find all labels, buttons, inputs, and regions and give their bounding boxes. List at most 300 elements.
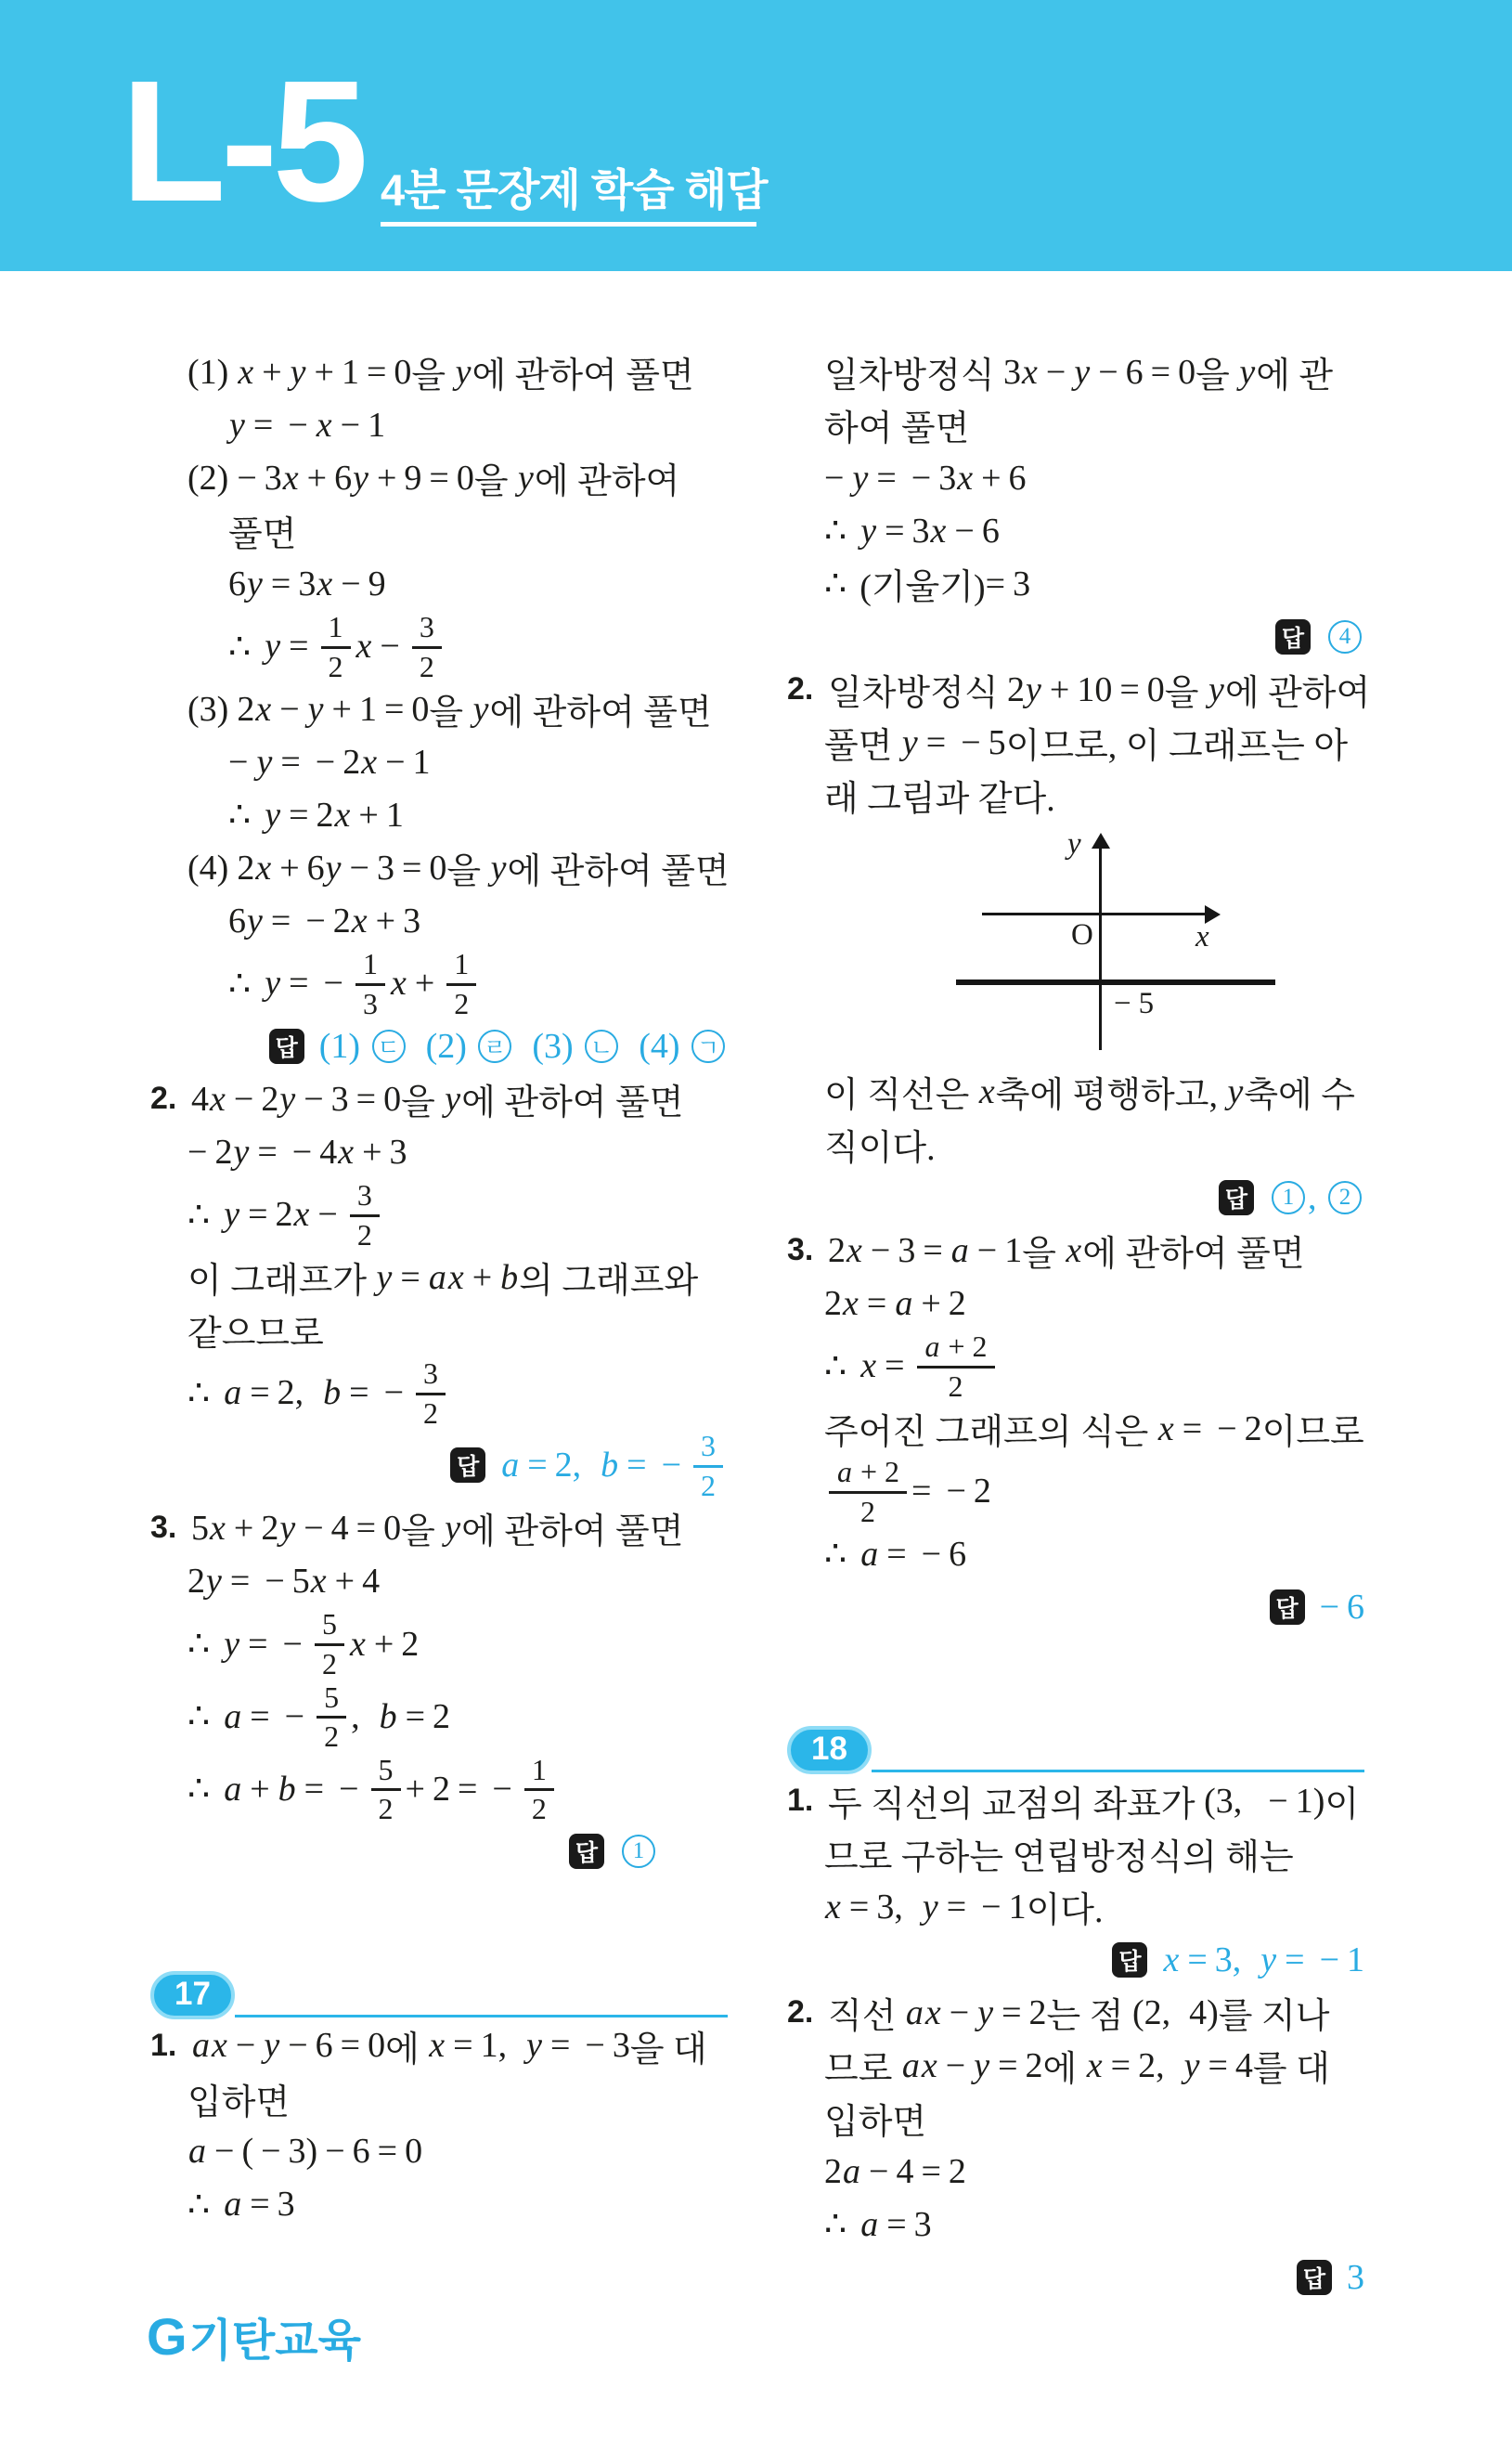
solution-line: [787, 1402, 1364, 1455]
page-title: 4분 문장제 학습 해답: [381, 165, 768, 214]
math-operator: =: [911, 1472, 932, 1511]
math-variable: x: [1163, 1940, 1180, 1979]
math-space: [1250, 1940, 1260, 1980]
fraction-denominator: [420, 649, 434, 683]
korean-text: 에 관: [1256, 357, 1334, 396]
section-rule: [872, 1770, 1364, 1772]
math-expression: [191, 2025, 385, 2066]
fraction-numerator: [416, 1356, 446, 1395]
math-space: [313, 1372, 322, 1413]
math-space: [516, 2025, 525, 2066]
math-operator: −: [341, 564, 361, 603]
math-expression: [859, 2204, 931, 2245]
fraction-denominator: [860, 1494, 875, 1528]
fraction: [917, 1330, 995, 1402]
math-expression: [1007, 669, 1165, 710]
math-operator: =: [248, 1624, 268, 1664]
solution-line: [150, 788, 728, 841]
solution-line: [787, 1986, 1364, 2039]
math-number: 2: [1144, 1992, 1162, 2032]
math-variable: y: [265, 627, 281, 667]
math-variable: y: [1239, 352, 1256, 392]
math-variable: y: [307, 689, 324, 729]
math-operator: =: [355, 1079, 377, 1119]
circled-number: 1: [1272, 1181, 1305, 1214]
math-variable: a: [188, 2132, 206, 2172]
korean-text: 을: [1164, 674, 1208, 713]
math-variable: a: [860, 1534, 879, 1574]
fraction-denominator: [379, 1791, 394, 1825]
answer-badge: 답: [1219, 1180, 1254, 1215]
korean-text: 래 그림과 같다.: [824, 780, 1055, 819]
math-number: 0: [429, 848, 447, 888]
korean-text: (2): [407, 1026, 476, 1066]
problem-number: 1.: [787, 1783, 814, 1819]
math-variable: a: [905, 1992, 924, 2032]
math-operator: =: [250, 2185, 270, 2225]
section-rule: [235, 2015, 728, 2017]
math-operator: −: [325, 2132, 345, 2172]
math-variable: x: [210, 1079, 226, 1119]
math-number: 4: [319, 1132, 338, 1172]
math-number: 3: [1013, 564, 1031, 603]
korean-text: 므로 구하는 연립방정식의 해는: [824, 1838, 1294, 1878]
fraction-denominator: [357, 1217, 372, 1252]
math-variable: x: [238, 352, 254, 392]
math-comma: ,: [351, 1696, 360, 1736]
section-badge: 18: [787, 1726, 872, 1774]
therefore-symbol: ∴: [228, 627, 252, 667]
fraction: [315, 1607, 344, 1680]
math-expression: [390, 963, 442, 1004]
math-variable: a: [843, 2151, 860, 2191]
math-operator: +: [414, 964, 435, 1004]
math-variable: y: [290, 352, 306, 392]
math-number: 1: [341, 352, 359, 392]
math-operator: =: [270, 564, 291, 603]
fraction: [524, 1753, 554, 1825]
math-number: 3: [938, 458, 957, 498]
math-expression: [1003, 352, 1195, 393]
math-operator: =: [401, 848, 422, 888]
math-number: 3: [701, 1429, 716, 1463]
math-number: 2: [423, 1395, 438, 1430]
math-expression: [1320, 1587, 1364, 1628]
math-variable: y: [490, 848, 507, 888]
math-operator: −: [492, 1769, 512, 1809]
math-expression: [824, 1887, 1027, 1927]
math-operator: =: [355, 1508, 377, 1548]
math-operator: −: [265, 1561, 285, 1601]
math-number: 6: [228, 564, 246, 603]
math-operator: −: [1268, 1781, 1288, 1821]
math-expression: [187, 1132, 407, 1173]
solution-line: [787, 1827, 1364, 1880]
math-variable: y: [279, 1079, 296, 1119]
math-number: 3: [298, 564, 317, 603]
fraction-numerator: [315, 1607, 344, 1646]
math-operator: =: [885, 1346, 905, 1386]
solution-line: [150, 451, 728, 504]
math-variable: x: [1157, 1408, 1174, 1448]
math-variable: y: [264, 2026, 280, 2066]
math-variable: x: [317, 564, 333, 603]
math-variable: x: [212, 2026, 227, 2066]
math-operator: =: [921, 2151, 941, 2191]
math-number: 2: [275, 1195, 293, 1235]
math-expression: [828, 1230, 1022, 1271]
math-variable: x: [825, 1887, 841, 1927]
korean-text: 이므로: [1261, 1413, 1364, 1453]
korean-text: 을: [401, 1512, 445, 1552]
math-variable: a: [192, 2026, 210, 2066]
math-expression: [223, 1624, 310, 1665]
math-expression: [444, 1079, 461, 1120]
solution-line: [787, 2092, 1364, 2145]
math-variable: x: [310, 1561, 327, 1601]
math-expression: [191, 1079, 401, 1120]
math-variable: b: [601, 1446, 619, 1485]
math-operator: =: [289, 964, 309, 1004]
math-variable: y: [265, 964, 281, 1004]
math-operator: =: [923, 1230, 943, 1270]
math-number: 2: [277, 1373, 295, 1413]
math-operator: −: [235, 2026, 256, 2066]
math-variable: x: [334, 795, 351, 835]
math-comma: ,: [498, 2026, 508, 2066]
math-expression: [905, 1992, 1047, 2033]
subproblem-label: (3): [187, 689, 229, 729]
answer-line: [787, 1580, 1364, 1633]
graph-line-y-equals-minus-5: [956, 980, 1275, 985]
math-variable: x: [349, 1624, 366, 1664]
answer-line: [150, 1019, 728, 1072]
problem-number: 2.: [787, 1994, 814, 2030]
math-operator: +: [375, 901, 396, 941]
math-variable: y: [852, 458, 869, 498]
line-value-label: [1106, 987, 1154, 1021]
math-operator: +: [262, 352, 282, 392]
subproblem-label: (2): [187, 458, 229, 498]
math-number: 5: [324, 1680, 340, 1714]
math-expression: [1208, 669, 1225, 710]
fraction-numerator: [317, 1680, 346, 1719]
problem-number: 2.: [150, 1081, 177, 1117]
solution-line: [787, 557, 1364, 610]
math-expression: [187, 2131, 422, 2172]
math-variable: y: [233, 1132, 250, 1172]
math-expression: [264, 626, 316, 667]
math-number: 2: [342, 742, 361, 782]
math-operator: −: [291, 1132, 313, 1172]
math-operator: −: [288, 405, 308, 445]
math-variable: y: [224, 1195, 240, 1235]
math-expression: [191, 1508, 401, 1549]
math-variable: y: [247, 901, 263, 941]
math-expression: [824, 1283, 966, 1324]
math-variable: y: [445, 1508, 461, 1548]
math-operator: +: [948, 1330, 965, 1363]
math-number: 1: [1004, 1230, 1023, 1270]
math-expression: [1238, 352, 1256, 393]
math-operator: =: [886, 1534, 907, 1574]
math-number: 3: [1215, 1781, 1234, 1821]
fraction-numerator: [355, 947, 385, 986]
fraction: [693, 1429, 723, 1501]
math-number: 6: [1347, 1587, 1364, 1627]
solution-line: [150, 398, 728, 451]
math-variable: x: [924, 1992, 941, 2032]
math-operator: −: [824, 458, 845, 498]
korean-text: 에 관하여 풀면: [489, 694, 712, 733]
korean-text: 이므로, 이 그래프는 아: [1005, 727, 1349, 766]
math-operator: +: [362, 1132, 382, 1172]
math-number: 2: [1028, 1992, 1047, 2032]
math-number: 2: [1138, 2045, 1157, 2085]
answer-badge: 답: [569, 1834, 604, 1869]
math-number: 4: [1234, 2045, 1253, 2085]
math-variable: x: [1066, 1230, 1082, 1270]
math-expression: [223, 1696, 312, 1737]
math-variable: y: [922, 1887, 938, 1927]
math-number: 1: [1347, 1940, 1364, 1979]
answer-line: [787, 2251, 1364, 2303]
math-number: 5: [291, 1561, 310, 1601]
math-number: 3: [612, 2026, 630, 2066]
math-operator: −: [954, 511, 975, 551]
math-variable: x: [957, 458, 974, 498]
solution-line: [150, 557, 728, 610]
answer-badge: 답: [1275, 619, 1311, 655]
solution-line: [150, 894, 728, 947]
math-expression: [228, 564, 386, 604]
math-number: 1: [480, 2026, 498, 2066]
korean-text: 에 관하여: [534, 462, 680, 501]
math-number: 2: [332, 901, 351, 941]
math-expression: [901, 2045, 1043, 2086]
korean-text: 풀면: [824, 727, 901, 766]
math-number: 1: [1295, 1781, 1313, 1821]
math-comma: ,: [1233, 1781, 1243, 1821]
solution-line: [150, 1125, 728, 1178]
math-operator: +: [405, 1769, 425, 1809]
math-comma: ,: [572, 1446, 582, 1485]
math-operator: =: [289, 795, 309, 835]
fraction: [321, 610, 351, 682]
math-expression: [517, 458, 535, 499]
math-number: 2: [419, 649, 434, 683]
math-variable: a: [895, 1283, 913, 1323]
solution-line: [787, 1455, 1364, 1527]
math-number: 3: [898, 1230, 916, 1270]
korean-text: 이다.: [1026, 1891, 1104, 1931]
math-operator: −: [261, 2132, 281, 2172]
math-operator: +: [233, 1508, 254, 1548]
math-number: 3: [1003, 352, 1022, 392]
math-variable: a: [224, 1769, 242, 1809]
korean-text: 의 그래프와: [519, 1262, 699, 1302]
fraction: [355, 947, 385, 1019]
solution-line: [787, 716, 1364, 769]
math-operator: =: [252, 405, 274, 445]
answer-badge: 답: [450, 1447, 485, 1483]
math-variable: x: [255, 848, 272, 888]
math-expression: [237, 352, 411, 393]
vertical-gap: [787, 1633, 1364, 1687]
math-number: 0: [368, 2026, 386, 2066]
solution-line: [150, 1501, 728, 1554]
answer-badge: 답: [1270, 1589, 1305, 1625]
math-variable: x: [316, 405, 332, 445]
math-variable: a: [224, 1373, 242, 1413]
math-variable: b: [500, 1257, 519, 1297]
solution-line: [150, 345, 728, 398]
solution-line: [150, 1554, 728, 1607]
math-variable: b: [379, 1696, 397, 1736]
y-axis-label: y: [1067, 827, 1081, 861]
math-variable: x: [282, 458, 299, 498]
math-expression: [223, 2184, 294, 2225]
math-number: 2: [237, 848, 255, 888]
fraction: [412, 610, 442, 682]
math-number: 1: [1008, 1887, 1027, 1927]
korean-text: 직선: [828, 1997, 905, 2037]
solution-line: [787, 451, 1364, 504]
answer-value: [1325, 620, 1364, 654]
math-number: 2: [828, 1230, 846, 1270]
solution-line: [150, 841, 728, 894]
math-operator: −: [869, 2151, 889, 2191]
math-expression: [1226, 1071, 1244, 1112]
math-operator: +: [921, 1283, 941, 1323]
math-expression: [472, 689, 490, 730]
math-number: 2: [972, 1330, 988, 1363]
fraction-numerator: [693, 1429, 723, 1468]
math-operator: =: [453, 2026, 473, 2066]
answer-line: [150, 1429, 728, 1501]
math-comma: ,: [1232, 1940, 1242, 1979]
math-comma: ,: [294, 1373, 304, 1413]
publisher-logo: [147, 2304, 361, 2368]
korean-text: 두 직선의 교점의 좌표가: [828, 1785, 1205, 1825]
math-number: 9: [368, 564, 386, 603]
math-number: 6: [228, 901, 246, 941]
math-number: 1: [412, 742, 431, 782]
math-variable: y: [901, 722, 918, 762]
math-number: 1: [358, 689, 377, 729]
math-number: 5: [191, 1508, 209, 1548]
math-number: 6: [334, 458, 353, 498]
math-expression: [223, 1194, 345, 1235]
math-number: 2: [454, 986, 470, 1020]
math-number: 3: [330, 1079, 349, 1119]
math-number: 6: [1008, 458, 1027, 498]
math-expression: [859, 1534, 966, 1575]
math-number: 2: [356, 1217, 372, 1252]
math-operator: =: [1002, 1992, 1022, 2032]
answer-line: [787, 1933, 1364, 1986]
solution-line: [787, 1527, 1364, 1580]
fraction-numerator: [321, 610, 351, 649]
math-operator: =: [289, 627, 309, 667]
math-number: 3: [403, 901, 421, 941]
math-number: 2: [433, 1696, 450, 1736]
answer-badge: 답: [1112, 1942, 1147, 1978]
therefore-symbol: ∴: [824, 512, 847, 551]
math-operator: =: [257, 1132, 278, 1172]
math-operator: =: [549, 2026, 571, 2066]
math-operator: +: [376, 458, 397, 498]
solution-line: [787, 1065, 1364, 1118]
math-number: 2: [948, 1283, 966, 1323]
vertical-gap: [150, 1878, 728, 1932]
math-comma: ,: [1156, 2045, 1165, 2085]
math-operator: =: [998, 2045, 1018, 2085]
solution-line: [150, 1607, 728, 1680]
math-variable: y: [224, 1624, 240, 1664]
math-number: 3: [423, 1356, 438, 1391]
korean-text: 는 점: [1046, 1997, 1132, 2037]
math-expression: [824, 2151, 966, 2192]
math-operator: =: [866, 1283, 887, 1323]
korean-text: 주어진 그래프의 식은: [824, 1413, 1157, 1453]
math-variable: a: [901, 2045, 920, 2085]
problem-number: 1.: [150, 2027, 177, 2063]
math-variable: y: [445, 1079, 461, 1119]
math-variable: x: [355, 627, 372, 667]
math-expression: [1065, 1230, 1082, 1271]
math-number: 2: [321, 1647, 337, 1681]
title-underline: [381, 222, 756, 227]
math-variable: a: [224, 1696, 242, 1736]
math-variable: y: [265, 795, 281, 835]
math-operator: =: [527, 1446, 548, 1485]
fraction-numerator: [371, 1753, 401, 1792]
math-number: 3: [911, 511, 930, 551]
math-operator: −: [585, 2026, 605, 2066]
fraction-denominator: [322, 1646, 337, 1680]
math-number: (: [241, 2132, 254, 2172]
solution-line: [150, 2072, 728, 2125]
section-header-18: [787, 1694, 1364, 1774]
math-operator: −: [304, 1508, 324, 1548]
solution-line: [787, 345, 1364, 398]
solution-line: [150, 1356, 728, 1429]
math-number: 4: [362, 1561, 381, 1601]
math-variable: x: [429, 2026, 446, 2066]
math-number: 5: [321, 1607, 337, 1641]
math-number: 1: [362, 947, 378, 981]
math-expression: [376, 1257, 520, 1298]
korean-text: 을: [446, 852, 490, 892]
math-number: 0: [1146, 669, 1165, 709]
solution-line: [150, 1680, 728, 1753]
math-variable: y: [279, 1508, 296, 1548]
math-operator: −: [1098, 352, 1118, 392]
math-number: 3: [277, 2185, 295, 2225]
math-number: 1: [368, 405, 386, 445]
math-number: 2: [824, 1283, 842, 1323]
fraction-numerator: [412, 610, 442, 649]
fraction-denominator: [949, 1369, 963, 1403]
math-operator: −: [304, 1079, 324, 1119]
math-operator: −: [228, 742, 249, 782]
math-operator: +: [314, 352, 334, 392]
math-operator: =: [377, 2132, 398, 2172]
math-operator: =: [627, 1446, 647, 1485]
math-operator: +: [358, 795, 379, 835]
math-number: 3: [1347, 2257, 1364, 2297]
